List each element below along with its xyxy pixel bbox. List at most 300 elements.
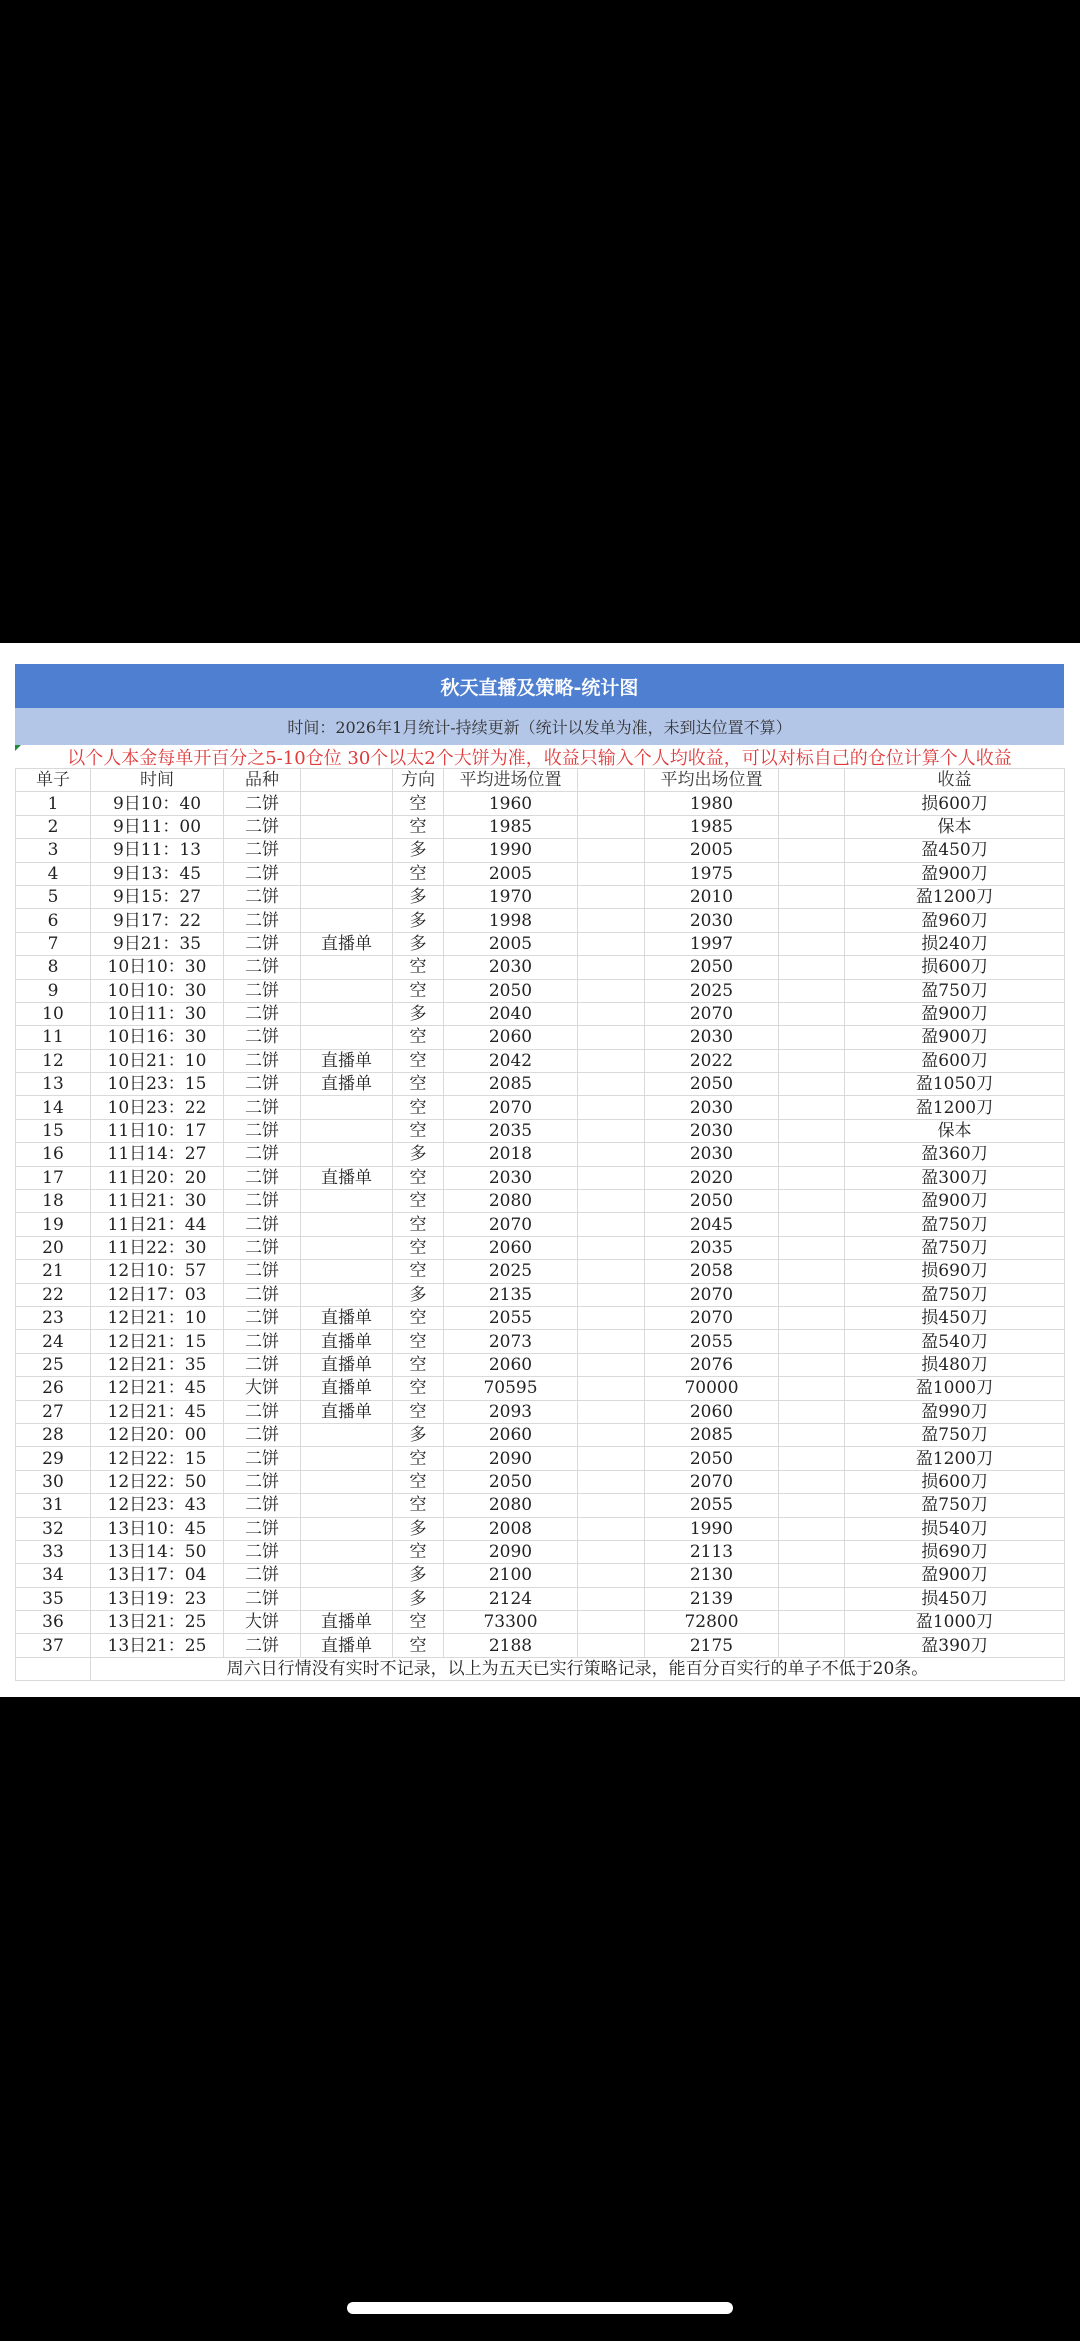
spacer-cell[interactable] <box>779 1190 845 1213</box>
exit-price-cell[interactable]: 2050 <box>645 1073 779 1096</box>
time-cell[interactable]: 12日21：10 <box>91 1306 224 1329</box>
symbol-cell[interactable]: 二饼 <box>224 1002 301 1025</box>
profit-cell[interactable]: 损690刀 <box>845 1260 1065 1283</box>
spacer-cell[interactable] <box>779 792 845 815</box>
order-no-cell[interactable]: 1 <box>16 792 91 815</box>
symbol-cell[interactable]: 二饼 <box>224 1423 301 1446</box>
spacer-cell[interactable] <box>779 885 845 908</box>
order-no-cell[interactable]: 37 <box>16 1634 91 1657</box>
spacer-cell[interactable] <box>578 1119 645 1142</box>
symbol-cell[interactable]: 二饼 <box>224 1400 301 1423</box>
entry-price-cell[interactable]: 2030 <box>444 1166 578 1189</box>
exit-price-cell[interactable]: 1985 <box>645 815 779 838</box>
exit-price-cell[interactable]: 2085 <box>645 1423 779 1446</box>
exit-price-cell[interactable]: 2030 <box>645 909 779 932</box>
symbol-cell[interactable]: 二饼 <box>224 1283 301 1306</box>
symbol-cell[interactable]: 二饼 <box>224 1330 301 1353</box>
tag-cell[interactable] <box>301 1470 393 1493</box>
sheet-subtitle[interactable]: 时间：2026年1月统计-持续更新（统计以发单为准，未到达位置不算） <box>15 708 1064 745</box>
time-cell[interactable]: 13日17：04 <box>91 1564 224 1587</box>
direction-cell[interactable]: 空 <box>393 1306 444 1329</box>
profit-cell[interactable]: 盈1000刀 <box>845 1611 1065 1634</box>
order-no-cell[interactable]: 34 <box>16 1564 91 1587</box>
footer-blank-cell[interactable] <box>16 1657 91 1680</box>
spacer-cell[interactable] <box>779 1306 845 1329</box>
spacer-cell[interactable] <box>578 1026 645 1049</box>
exit-price-cell[interactable]: 2035 <box>645 1236 779 1259</box>
spacer-cell[interactable] <box>578 1213 645 1236</box>
profit-cell[interactable]: 盈750刀 <box>845 1283 1065 1306</box>
exit-price-cell[interactable]: 2030 <box>645 1026 779 1049</box>
spacer-cell[interactable] <box>779 1119 845 1142</box>
tag-cell[interactable]: 直播单 <box>301 1353 393 1376</box>
entry-price-cell[interactable]: 2093 <box>444 1400 578 1423</box>
time-cell[interactable]: 10日21：10 <box>91 1049 224 1072</box>
spacer-cell[interactable] <box>578 909 645 932</box>
profit-cell[interactable]: 盈750刀 <box>845 979 1065 1002</box>
exit-price-cell[interactable]: 2025 <box>645 979 779 1002</box>
entry-price-cell[interactable]: 2042 <box>444 1049 578 1072</box>
spacer-cell[interactable] <box>578 1470 645 1493</box>
time-cell[interactable]: 11日20：20 <box>91 1166 224 1189</box>
spacer-cell[interactable] <box>779 1096 845 1119</box>
direction-cell[interactable]: 多 <box>393 1517 444 1540</box>
spacer-cell[interactable] <box>578 1002 645 1025</box>
tag-cell[interactable] <box>301 792 393 815</box>
exit-price-cell[interactable]: 70000 <box>645 1377 779 1400</box>
spacer-cell[interactable] <box>779 909 845 932</box>
time-cell[interactable]: 11日21：30 <box>91 1190 224 1213</box>
exit-price-cell[interactable]: 1975 <box>645 862 779 885</box>
spacer-cell[interactable] <box>779 1470 845 1493</box>
entry-price-cell[interactable]: 2060 <box>444 1026 578 1049</box>
symbol-cell[interactable]: 大饼 <box>224 1611 301 1634</box>
tag-cell[interactable]: 直播单 <box>301 1611 393 1634</box>
profit-cell[interactable]: 盈450刀 <box>845 839 1065 862</box>
spacer-cell[interactable] <box>578 1306 645 1329</box>
spacer-cell[interactable] <box>779 1587 845 1610</box>
order-no-cell[interactable]: 23 <box>16 1306 91 1329</box>
tag-cell[interactable]: 直播单 <box>301 1049 393 1072</box>
tag-cell[interactable] <box>301 815 393 838</box>
entry-price-cell[interactable]: 2090 <box>444 1540 578 1563</box>
order-no-cell[interactable]: 12 <box>16 1049 91 1072</box>
entry-price-cell[interactable]: 2135 <box>444 1283 578 1306</box>
entry-price-cell[interactable]: 2050 <box>444 979 578 1002</box>
order-no-cell[interactable]: 3 <box>16 839 91 862</box>
order-no-cell[interactable]: 28 <box>16 1423 91 1446</box>
order-no-cell[interactable]: 6 <box>16 909 91 932</box>
direction-cell[interactable]: 空 <box>393 1073 444 1096</box>
symbol-cell[interactable]: 二饼 <box>224 1470 301 1493</box>
direction-cell[interactable]: 空 <box>393 1330 444 1353</box>
direction-cell[interactable]: 空 <box>393 1096 444 1119</box>
spacer-cell[interactable] <box>578 956 645 979</box>
tag-cell[interactable] <box>301 1119 393 1142</box>
direction-cell[interactable]: 空 <box>393 1190 444 1213</box>
order-no-cell[interactable]: 20 <box>16 1236 91 1259</box>
exit-price-cell[interactable]: 2139 <box>645 1587 779 1610</box>
profit-cell[interactable]: 盈750刀 <box>845 1494 1065 1517</box>
direction-cell[interactable]: 空 <box>393 1119 444 1142</box>
profit-cell[interactable]: 损600刀 <box>845 956 1065 979</box>
entry-price-cell[interactable]: 2008 <box>444 1517 578 1540</box>
profit-cell[interactable]: 盈360刀 <box>845 1143 1065 1166</box>
time-cell[interactable]: 12日23：43 <box>91 1494 224 1517</box>
direction-cell[interactable]: 空 <box>393 1634 444 1657</box>
spacer-cell[interactable] <box>779 1049 845 1072</box>
header-cell[interactable]: 收益 <box>845 769 1065 792</box>
spacer-cell[interactable] <box>779 1400 845 1423</box>
tag-cell[interactable]: 直播单 <box>301 1330 393 1353</box>
symbol-cell[interactable]: 二饼 <box>224 979 301 1002</box>
spacer-cell[interactable] <box>779 1564 845 1587</box>
order-no-cell[interactable]: 25 <box>16 1353 91 1376</box>
spacer-cell[interactable] <box>779 1283 845 1306</box>
spacer-cell[interactable] <box>779 1236 845 1259</box>
tag-cell[interactable] <box>301 1236 393 1259</box>
tag-cell[interactable] <box>301 1447 393 1470</box>
profit-cell[interactable]: 盈750刀 <box>845 1423 1065 1446</box>
header-cell[interactable]: 单子 <box>16 769 91 792</box>
profit-cell[interactable]: 盈900刀 <box>845 1002 1065 1025</box>
order-no-cell[interactable]: 32 <box>16 1517 91 1540</box>
profit-cell[interactable]: 盈600刀 <box>845 1049 1065 1072</box>
direction-cell[interactable]: 空 <box>393 862 444 885</box>
entry-price-cell[interactable]: 1990 <box>444 839 578 862</box>
exit-price-cell[interactable]: 2113 <box>645 1540 779 1563</box>
time-cell[interactable]: 13日21：25 <box>91 1611 224 1634</box>
symbol-cell[interactable]: 二饼 <box>224 1517 301 1540</box>
profit-cell[interactable]: 盈300刀 <box>845 1166 1065 1189</box>
direction-cell[interactable]: 空 <box>393 1213 444 1236</box>
spacer-cell[interactable] <box>779 839 845 862</box>
profit-cell[interactable]: 盈960刀 <box>845 909 1065 932</box>
tag-cell[interactable] <box>301 1026 393 1049</box>
time-cell[interactable]: 11日10：17 <box>91 1119 224 1142</box>
direction-cell[interactable]: 多 <box>393 1564 444 1587</box>
profit-cell[interactable]: 盈1200刀 <box>845 1096 1065 1119</box>
direction-cell[interactable]: 空 <box>393 1447 444 1470</box>
profit-cell[interactable]: 损600刀 <box>845 792 1065 815</box>
order-no-cell[interactable]: 33 <box>16 1540 91 1563</box>
symbol-cell[interactable]: 二饼 <box>224 1049 301 1072</box>
order-no-cell[interactable]: 22 <box>16 1283 91 1306</box>
spacer-cell[interactable] <box>578 1330 645 1353</box>
spacer-cell[interactable] <box>578 1587 645 1610</box>
tag-cell[interactable] <box>301 1143 393 1166</box>
tag-cell[interactable] <box>301 1564 393 1587</box>
order-no-cell[interactable]: 9 <box>16 979 91 1002</box>
profit-cell[interactable]: 盈1200刀 <box>845 1447 1065 1470</box>
direction-cell[interactable]: 空 <box>393 1236 444 1259</box>
exit-price-cell[interactable]: 2050 <box>645 956 779 979</box>
profit-cell[interactable]: 损480刀 <box>845 1353 1065 1376</box>
spacer-cell[interactable] <box>578 1260 645 1283</box>
spacer-cell[interactable] <box>578 1236 645 1259</box>
time-cell[interactable]: 12日21：35 <box>91 1353 224 1376</box>
symbol-cell[interactable]: 大饼 <box>224 1377 301 1400</box>
direction-cell[interactable]: 多 <box>393 1283 444 1306</box>
order-no-cell[interactable]: 19 <box>16 1213 91 1236</box>
spacer-cell[interactable] <box>578 1166 645 1189</box>
direction-cell[interactable]: 空 <box>393 1049 444 1072</box>
order-no-cell[interactable]: 5 <box>16 885 91 908</box>
symbol-cell[interactable]: 二饼 <box>224 932 301 955</box>
spacer-cell[interactable] <box>779 1540 845 1563</box>
symbol-cell[interactable]: 二饼 <box>224 1634 301 1657</box>
spacer-cell[interactable] <box>578 1517 645 1540</box>
spacer-cell[interactable] <box>578 1634 645 1657</box>
spacer-cell[interactable] <box>779 932 845 955</box>
time-cell[interactable]: 13日21：25 <box>91 1634 224 1657</box>
spacer-cell[interactable] <box>779 1494 845 1517</box>
exit-price-cell[interactable]: 2175 <box>645 1634 779 1657</box>
spacer-cell[interactable] <box>779 1634 845 1657</box>
symbol-cell[interactable]: 二饼 <box>224 1306 301 1329</box>
time-cell[interactable]: 9日21：35 <box>91 932 224 955</box>
exit-price-cell[interactable]: 2030 <box>645 1096 779 1119</box>
order-no-cell[interactable]: 31 <box>16 1494 91 1517</box>
time-cell[interactable]: 12日21：15 <box>91 1330 224 1353</box>
order-no-cell[interactable]: 2 <box>16 815 91 838</box>
spacer-cell[interactable] <box>578 1073 645 1096</box>
order-no-cell[interactable]: 10 <box>16 1002 91 1025</box>
profit-cell[interactable]: 盈540刀 <box>845 1330 1065 1353</box>
symbol-cell[interactable]: 二饼 <box>224 909 301 932</box>
exit-price-cell[interactable]: 2030 <box>645 1119 779 1142</box>
direction-cell[interactable]: 多 <box>393 885 444 908</box>
symbol-cell[interactable]: 二饼 <box>224 1213 301 1236</box>
entry-price-cell[interactable]: 1985 <box>444 815 578 838</box>
symbol-cell[interactable]: 二饼 <box>224 1587 301 1610</box>
spacer-cell[interactable] <box>578 1143 645 1166</box>
tag-cell[interactable]: 直播单 <box>301 1306 393 1329</box>
spacer-cell[interactable] <box>578 1447 645 1470</box>
spacer-cell[interactable] <box>578 1190 645 1213</box>
tag-cell[interactable] <box>301 979 393 1002</box>
profit-cell[interactable]: 盈750刀 <box>845 1213 1065 1236</box>
direction-cell[interactable]: 多 <box>393 1587 444 1610</box>
time-cell[interactable]: 11日14：27 <box>91 1143 224 1166</box>
spacer-cell[interactable] <box>578 1611 645 1634</box>
exit-price-cell[interactable]: 1990 <box>645 1517 779 1540</box>
tag-cell[interactable] <box>301 1190 393 1213</box>
exit-price-cell[interactable]: 72800 <box>645 1611 779 1634</box>
footer-note[interactable]: 周六日行情没有实时不记录，以上为五天已实行策略记录，能百分百实行的单子不低于20条。 <box>91 1657 1065 1680</box>
direction-cell[interactable]: 空 <box>393 1611 444 1634</box>
time-cell[interactable]: 13日10：45 <box>91 1517 224 1540</box>
time-cell[interactable]: 10日10：30 <box>91 956 224 979</box>
spacer-cell[interactable] <box>779 1143 845 1166</box>
exit-price-cell[interactable]: 2045 <box>645 1213 779 1236</box>
order-no-cell[interactable]: 7 <box>16 932 91 955</box>
profit-cell[interactable]: 损450刀 <box>845 1306 1065 1329</box>
exit-price-cell[interactable]: 2010 <box>645 885 779 908</box>
profit-cell[interactable]: 保本 <box>845 815 1065 838</box>
entry-price-cell[interactable]: 2050 <box>444 1470 578 1493</box>
entry-price-cell[interactable]: 2035 <box>444 1119 578 1142</box>
profit-cell[interactable]: 盈990刀 <box>845 1400 1065 1423</box>
profit-cell[interactable]: 盈390刀 <box>845 1634 1065 1657</box>
order-no-cell[interactable]: 18 <box>16 1190 91 1213</box>
time-cell[interactable]: 10日23：22 <box>91 1096 224 1119</box>
profit-cell[interactable]: 损540刀 <box>845 1517 1065 1540</box>
spacer-cell[interactable] <box>578 885 645 908</box>
spacer-cell[interactable] <box>779 1260 845 1283</box>
entry-price-cell[interactable]: 70595 <box>444 1377 578 1400</box>
direction-cell[interactable]: 空 <box>393 1166 444 1189</box>
order-no-cell[interactable]: 8 <box>16 956 91 979</box>
spacer-cell[interactable] <box>779 1423 845 1446</box>
entry-price-cell[interactable]: 2070 <box>444 1213 578 1236</box>
spacer-cell[interactable] <box>779 956 845 979</box>
header-cell[interactable] <box>578 769 645 792</box>
exit-price-cell[interactable]: 2060 <box>645 1400 779 1423</box>
order-no-cell[interactable]: 35 <box>16 1587 91 1610</box>
spacer-cell[interactable] <box>578 1423 645 1446</box>
entry-price-cell[interactable]: 73300 <box>444 1611 578 1634</box>
profit-cell[interactable]: 盈1050刀 <box>845 1073 1065 1096</box>
profit-cell[interactable]: 盈900刀 <box>845 862 1065 885</box>
time-cell[interactable]: 13日19：23 <box>91 1587 224 1610</box>
header-cell[interactable]: 平均出场位置 <box>645 769 779 792</box>
spacer-cell[interactable] <box>779 1611 845 1634</box>
symbol-cell[interactable]: 二饼 <box>224 1540 301 1563</box>
entry-price-cell[interactable]: 1960 <box>444 792 578 815</box>
entry-price-cell[interactable]: 2005 <box>444 932 578 955</box>
symbol-cell[interactable]: 二饼 <box>224 815 301 838</box>
time-cell[interactable]: 12日22：50 <box>91 1470 224 1493</box>
symbol-cell[interactable]: 二饼 <box>224 956 301 979</box>
direction-cell[interactable]: 空 <box>393 1400 444 1423</box>
profit-cell[interactable]: 盈1200刀 <box>845 885 1065 908</box>
profit-cell[interactable]: 损600刀 <box>845 1470 1065 1493</box>
time-cell[interactable]: 12日21：45 <box>91 1377 224 1400</box>
order-no-cell[interactable]: 13 <box>16 1073 91 1096</box>
direction-cell[interactable]: 多 <box>393 932 444 955</box>
symbol-cell[interactable]: 二饼 <box>224 1564 301 1587</box>
spacer-cell[interactable] <box>578 792 645 815</box>
direction-cell[interactable]: 空 <box>393 1470 444 1493</box>
entry-price-cell[interactable]: 2040 <box>444 1002 578 1025</box>
spacer-cell[interactable] <box>779 1377 845 1400</box>
profit-cell[interactable]: 盈900刀 <box>845 1564 1065 1587</box>
tag-cell[interactable]: 直播单 <box>301 1073 393 1096</box>
time-cell[interactable]: 9日17：22 <box>91 909 224 932</box>
spacer-cell[interactable] <box>578 1096 645 1119</box>
header-cell[interactable] <box>301 769 393 792</box>
exit-price-cell[interactable]: 2070 <box>645 1470 779 1493</box>
order-no-cell[interactable]: 30 <box>16 1470 91 1493</box>
tag-cell[interactable]: 直播单 <box>301 932 393 955</box>
direction-cell[interactable]: 空 <box>393 1494 444 1517</box>
symbol-cell[interactable]: 二饼 <box>224 862 301 885</box>
tag-cell[interactable] <box>301 1213 393 1236</box>
time-cell[interactable]: 9日11：13 <box>91 839 224 862</box>
order-no-cell[interactable]: 21 <box>16 1260 91 1283</box>
profit-cell[interactable]: 盈1000刀 <box>845 1377 1065 1400</box>
direction-cell[interactable]: 空 <box>393 815 444 838</box>
spacer-cell[interactable] <box>779 1330 845 1353</box>
tag-cell[interactable] <box>301 839 393 862</box>
tag-cell[interactable] <box>301 956 393 979</box>
exit-price-cell[interactable]: 2055 <box>645 1494 779 1517</box>
order-no-cell[interactable]: 29 <box>16 1447 91 1470</box>
spacer-cell[interactable] <box>578 1353 645 1376</box>
tag-cell[interactable]: 直播单 <box>301 1377 393 1400</box>
spacer-cell[interactable] <box>779 1353 845 1376</box>
direction-cell[interactable]: 多 <box>393 839 444 862</box>
symbol-cell[interactable]: 二饼 <box>224 1236 301 1259</box>
header-cell[interactable]: 时间 <box>91 769 224 792</box>
entry-price-cell[interactable]: 2060 <box>444 1423 578 1446</box>
exit-price-cell[interactable]: 2050 <box>645 1190 779 1213</box>
time-cell[interactable]: 9日13：45 <box>91 862 224 885</box>
spacer-cell[interactable] <box>779 1166 845 1189</box>
entry-price-cell[interactable]: 2025 <box>444 1260 578 1283</box>
symbol-cell[interactable]: 二饼 <box>224 1026 301 1049</box>
exit-price-cell[interactable]: 2020 <box>645 1166 779 1189</box>
direction-cell[interactable]: 空 <box>393 1260 444 1283</box>
order-no-cell[interactable]: 15 <box>16 1119 91 1142</box>
entry-price-cell[interactable]: 1998 <box>444 909 578 932</box>
order-no-cell[interactable]: 4 <box>16 862 91 885</box>
profit-cell[interactable]: 损240刀 <box>845 932 1065 955</box>
entry-price-cell[interactable]: 2070 <box>444 1096 578 1119</box>
time-cell[interactable]: 9日10：40 <box>91 792 224 815</box>
time-cell[interactable]: 11日21：44 <box>91 1213 224 1236</box>
exit-price-cell[interactable]: 2005 <box>645 839 779 862</box>
symbol-cell[interactable]: 二饼 <box>224 1143 301 1166</box>
symbol-cell[interactable]: 二饼 <box>224 1190 301 1213</box>
spacer-cell[interactable] <box>578 1377 645 1400</box>
direction-cell[interactable]: 空 <box>393 1540 444 1563</box>
spacer-cell[interactable] <box>578 839 645 862</box>
time-cell[interactable]: 13日14：50 <box>91 1540 224 1563</box>
entry-price-cell[interactable]: 2085 <box>444 1073 578 1096</box>
spacer-cell[interactable] <box>578 1564 645 1587</box>
spacer-cell[interactable] <box>779 1517 845 1540</box>
spacer-cell[interactable] <box>779 1002 845 1025</box>
symbol-cell[interactable]: 二饼 <box>224 792 301 815</box>
tag-cell[interactable]: 直播单 <box>301 1166 393 1189</box>
symbol-cell[interactable]: 二饼 <box>224 885 301 908</box>
direction-cell[interactable]: 多 <box>393 1002 444 1025</box>
profit-cell[interactable]: 盈750刀 <box>845 1236 1065 1259</box>
exit-price-cell[interactable]: 2130 <box>645 1564 779 1587</box>
entry-price-cell[interactable]: 2080 <box>444 1190 578 1213</box>
entry-price-cell[interactable]: 2124 <box>444 1587 578 1610</box>
spacer-cell[interactable] <box>578 1540 645 1563</box>
direction-cell[interactable]: 空 <box>393 1353 444 1376</box>
direction-cell[interactable]: 空 <box>393 1026 444 1049</box>
symbol-cell[interactable]: 二饼 <box>224 1447 301 1470</box>
entry-price-cell[interactable]: 2055 <box>444 1306 578 1329</box>
order-no-cell[interactable]: 27 <box>16 1400 91 1423</box>
tag-cell[interactable] <box>301 1423 393 1446</box>
spacer-cell[interactable] <box>578 1400 645 1423</box>
order-no-cell[interactable]: 14 <box>16 1096 91 1119</box>
exit-price-cell[interactable]: 2055 <box>645 1330 779 1353</box>
order-no-cell[interactable]: 11 <box>16 1026 91 1049</box>
direction-cell[interactable]: 多 <box>393 1143 444 1166</box>
tag-cell[interactable] <box>301 1494 393 1517</box>
entry-price-cell[interactable]: 2060 <box>444 1353 578 1376</box>
spacer-cell[interactable] <box>779 1026 845 1049</box>
sheet-title[interactable]: 秋天直播及策略-统计图 <box>15 664 1064 708</box>
tag-cell[interactable] <box>301 862 393 885</box>
